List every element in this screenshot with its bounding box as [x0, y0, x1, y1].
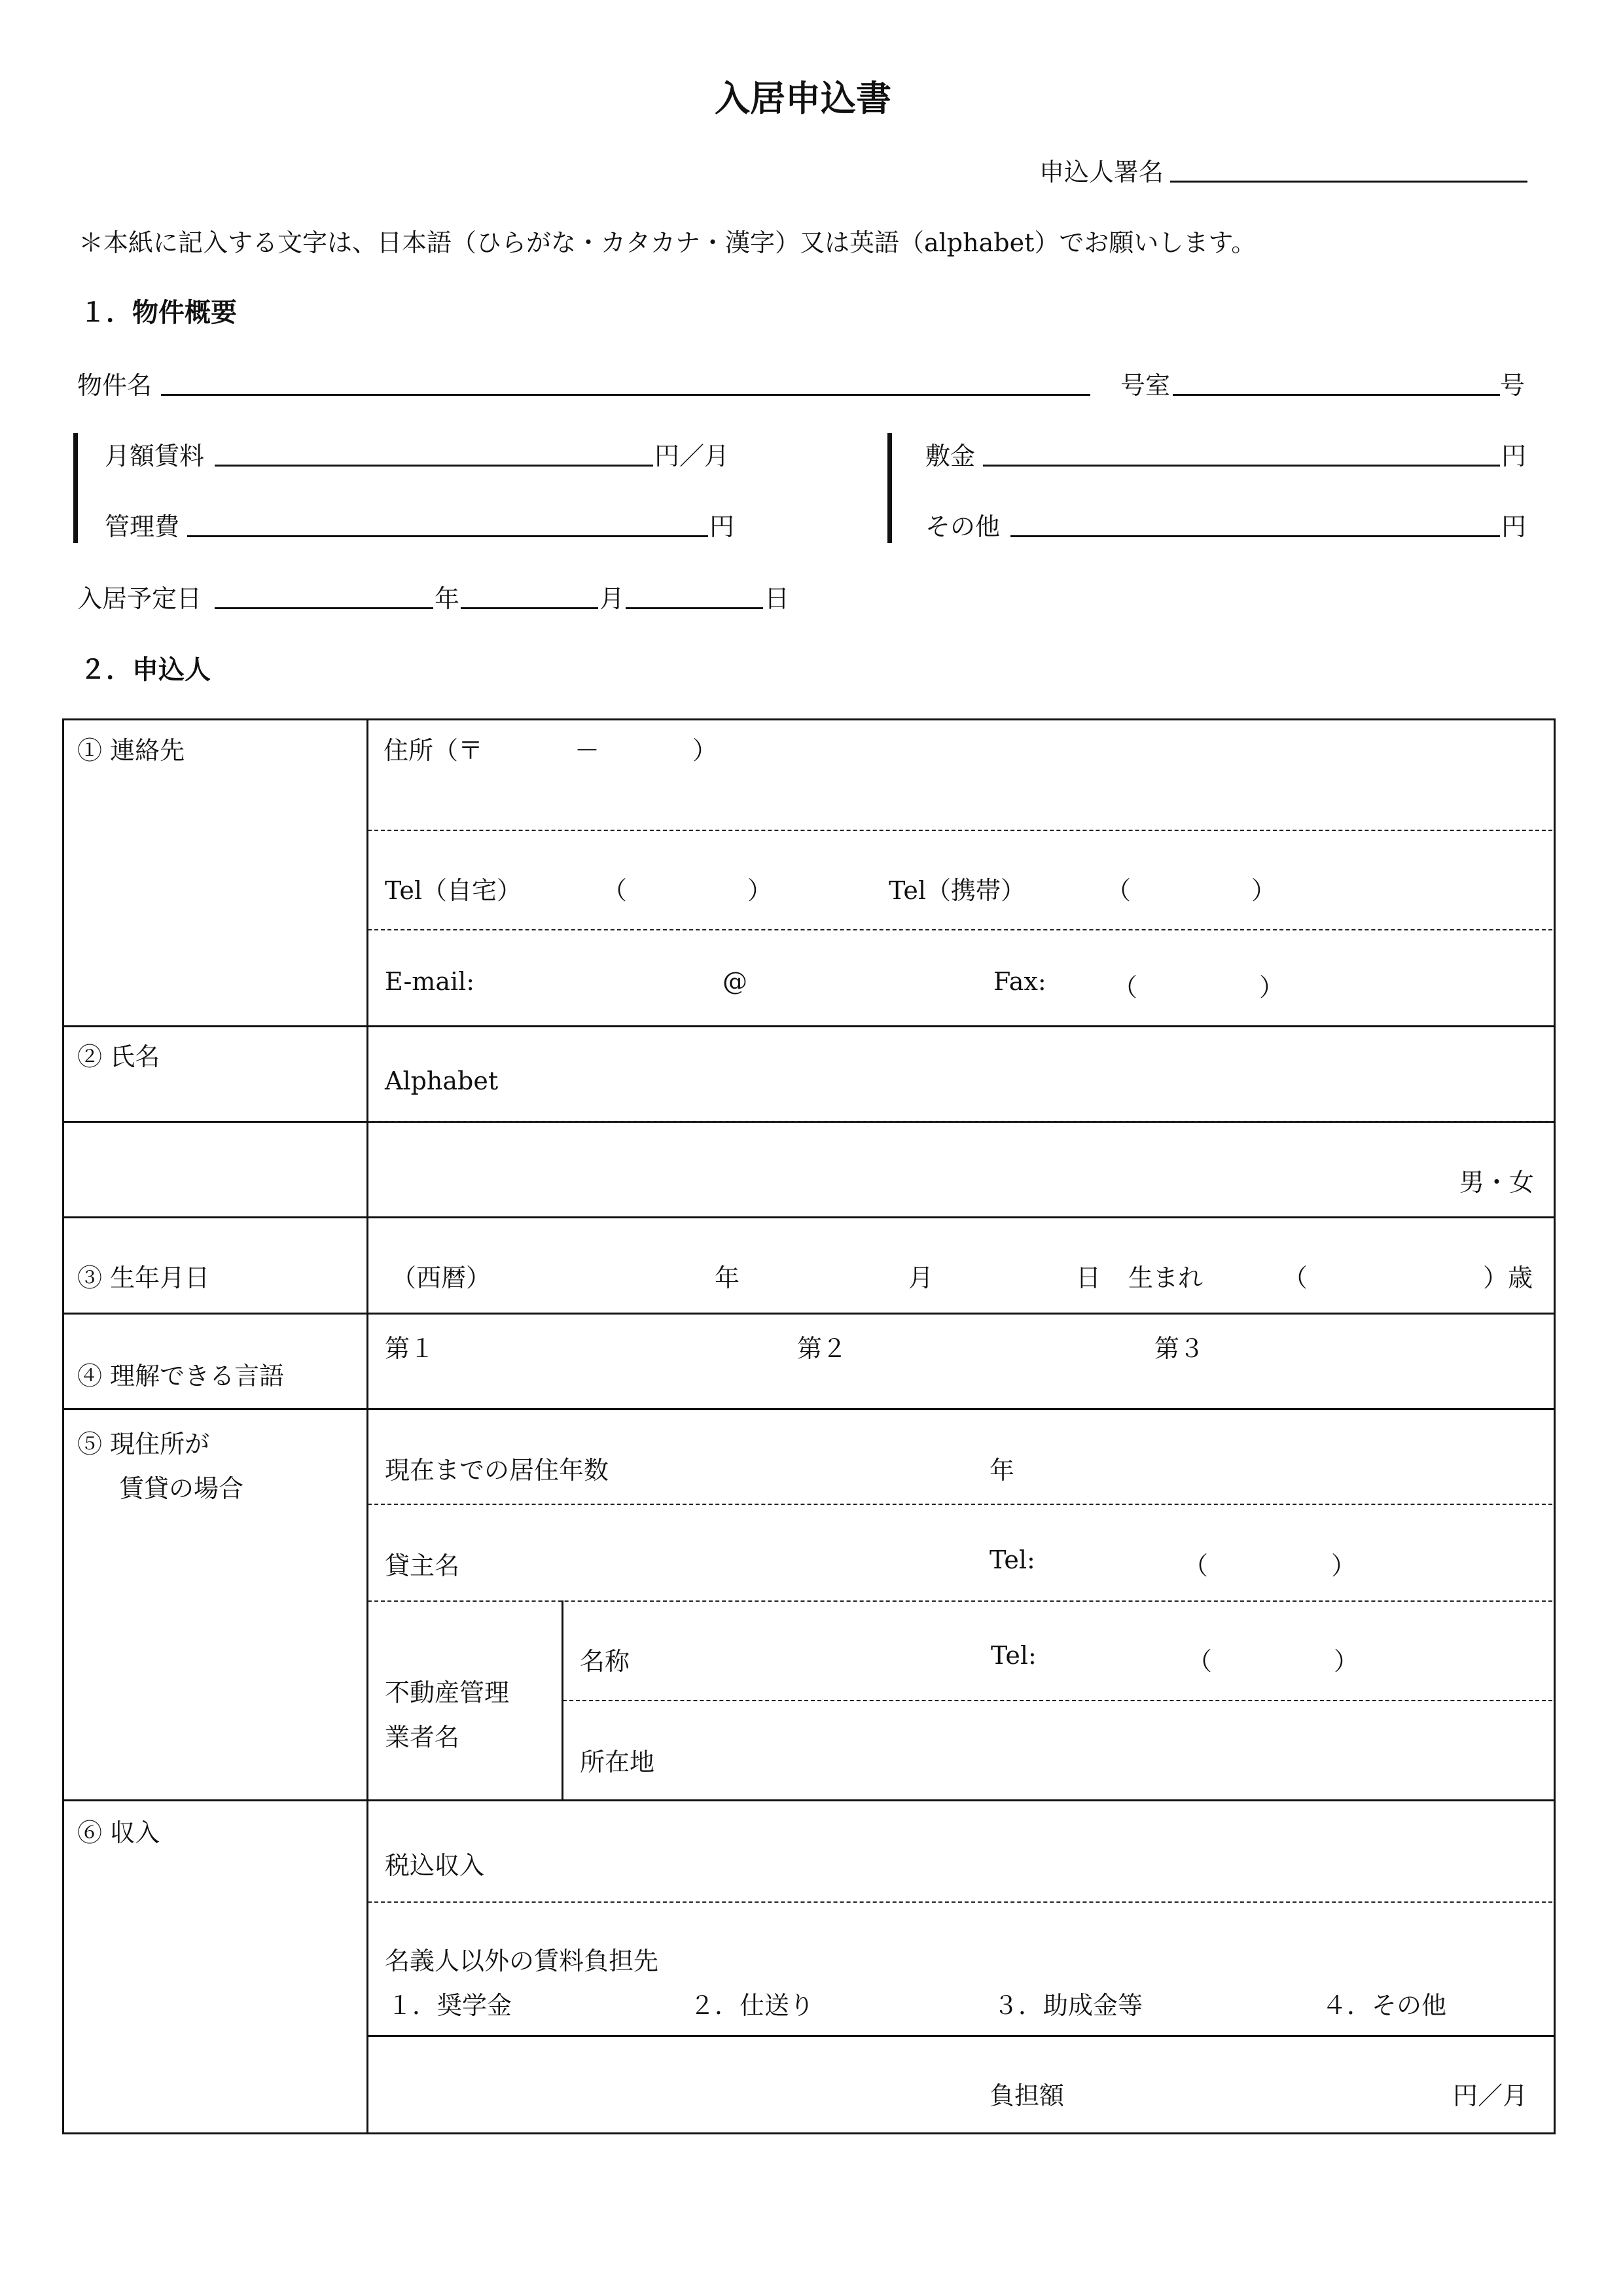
page-title: 入居申込書 [715, 77, 891, 119]
fax-paren-close: ） [1259, 973, 1285, 1002]
tel-home-paren-close: ） [747, 876, 773, 905]
address-close: ） [692, 736, 718, 765]
tel-home-paren-open: （ [602, 876, 628, 905]
landlord-label: 貸主名 [385, 1551, 460, 1580]
deposit-field[interactable] [983, 465, 1500, 467]
agent-column-divider [562, 1600, 563, 1800]
rent-field[interactable] [215, 465, 653, 467]
residence-years-suffix: 年 [990, 1456, 1015, 1485]
rent-label: 月額賃料 [105, 442, 205, 470]
agent-label-line2: 業者名 [385, 1723, 460, 1752]
room-label: 号室 [1120, 371, 1171, 400]
sub-row-divider [368, 830, 1552, 831]
language-note: ＊本紙に記入する文字は、日本語（ひらがな・カタカナ・漢字）又は英語（alphabet）でお願いします。 [79, 228, 1257, 257]
payer-option-allowance[interactable]: ２．仕送り [690, 1991, 815, 2020]
agent-tel-label[interactable]: Tel: [991, 1641, 1037, 1670]
deposit-suffix: 円 [1501, 442, 1527, 470]
birthdate-label: ③ 生年月日 [77, 1263, 210, 1292]
current-rental-label-line1: ⑤ 現住所が [77, 1430, 210, 1458]
born-label: 生まれ [1128, 1263, 1204, 1292]
current-rental-label-line2: 賃貸の場合 [119, 1474, 244, 1503]
movein-label: 入居予定日 [77, 584, 202, 613]
income-label: ⑥ 収入 [77, 1818, 160, 1847]
birth-day-suffix: 日 [1076, 1263, 1101, 1292]
row-divider [366, 2035, 1554, 2037]
residence-years-label: 現在までの居住年数 [385, 1456, 609, 1485]
birth-month-suffix: 月 [908, 1263, 934, 1292]
deposit-label: 敷金 [925, 442, 976, 470]
movein-month-suffix: 月 [599, 584, 625, 613]
tel-mobile-label[interactable]: Tel（携帯） [889, 876, 1026, 905]
tel-mobile-paren-close: ） [1251, 876, 1277, 905]
agent-name-label: 名称 [580, 1647, 630, 1676]
table-column-divider [366, 718, 368, 2132]
birth-era-label: （西暦） [391, 1263, 491, 1292]
payer-option-scholarship[interactable]: １．奨学金 [387, 1991, 512, 2020]
sub-row-divider [368, 1504, 1552, 1505]
agent-label-line1: 不動産管理 [385, 1678, 510, 1707]
gender-select[interactable]: 男・女 [1459, 1168, 1535, 1197]
sub-row-divider [368, 1600, 1552, 1602]
tel-mobile-paren-open: （ [1106, 876, 1132, 905]
row-divider [62, 1025, 1554, 1027]
sub-row-divider [368, 1901, 1552, 1903]
agent-location-label: 所在地 [580, 1748, 655, 1776]
address-label[interactable]: 住所（〒 [383, 736, 484, 765]
movein-year-field[interactable] [215, 607, 433, 609]
other-suffix: 円 [1501, 512, 1527, 541]
birth-year-suffix: 年 [715, 1263, 740, 1292]
rent-suffix: 円／月 [654, 442, 730, 470]
left-bracket-bar [73, 433, 78, 543]
applicant-table [62, 718, 1556, 2134]
taxed-income-label: 税込収入 [385, 1851, 485, 1880]
fax-label[interactable]: Fax: [993, 967, 1046, 996]
row-divider [62, 1313, 1554, 1315]
payer-option-subsidy[interactable]: ３．助成金等 [993, 1991, 1143, 2020]
row-divider [62, 1216, 1554, 1218]
landlord-tel-label[interactable]: Tel: [990, 1545, 1035, 1574]
name-alphabet-label[interactable]: Alphabet [385, 1067, 499, 1095]
burden-amount-suffix: 円／月 [1453, 2081, 1528, 2110]
landlord-tel-paren-close: ） [1331, 1551, 1357, 1580]
mgmt-fee-label: 管理費 [105, 512, 180, 541]
room-field[interactable] [1173, 394, 1500, 396]
row-divider [62, 1799, 1554, 1801]
movein-month-field[interactable] [461, 607, 598, 609]
fax-paren-open: （ [1113, 973, 1138, 1002]
movein-day-suffix: 日 [764, 584, 790, 613]
sub-row-divider [563, 1700, 1552, 1701]
address-dash: － [575, 736, 600, 765]
right-bracket-bar [887, 433, 892, 543]
landlord-tel-paren-open: （ [1183, 1551, 1209, 1580]
tel-home-label[interactable]: Tel（自宅） [385, 876, 522, 905]
language-third-label: 第３ [1154, 1334, 1205, 1363]
sub-row-divider [368, 1121, 1552, 1122]
signature-field[interactable] [1170, 181, 1527, 183]
mgmt-fee-field[interactable] [187, 535, 708, 537]
section2-heading: ２．申込人 [80, 654, 211, 685]
mgmt-fee-suffix: 円 [709, 512, 735, 541]
signature-label: 申込人署名 [1039, 158, 1164, 186]
room-suffix: 号 [1500, 371, 1525, 400]
agent-tel-paren-close: ） [1334, 1647, 1359, 1676]
language-label: ④ 理解できる言語 [77, 1362, 285, 1390]
movein-day-field[interactable] [626, 607, 763, 609]
movein-year-suffix: 年 [435, 584, 460, 613]
age-suffix: ）歳 [1483, 1263, 1533, 1292]
section1-heading: １．物件概要 [80, 297, 237, 328]
email-at: @ [722, 967, 747, 996]
other-label: その他 [925, 512, 1001, 541]
language-first-label: 第１ [385, 1334, 435, 1363]
row-divider [62, 1408, 1554, 1410]
payer-option-other[interactable]: ４．その他 [1322, 1991, 1447, 2020]
email-label[interactable]: E-mail: [385, 967, 475, 996]
age-paren-open: （ [1283, 1263, 1308, 1292]
other-field[interactable] [1010, 535, 1500, 537]
name-label: ② 氏名 [77, 1042, 160, 1071]
burden-amount-label: 負担額 [990, 2081, 1065, 2110]
agent-tel-paren-open: （ [1187, 1647, 1213, 1676]
sub-row-divider [368, 929, 1552, 930]
property-name-field[interactable] [161, 394, 1090, 396]
property-name-label: 物件名 [77, 371, 152, 400]
language-second-label: 第２ [797, 1334, 847, 1363]
contact-label: ① 連絡先 [77, 736, 185, 765]
rent-payer-label: 名義人以外の賃料負担先 [385, 1947, 659, 1975]
